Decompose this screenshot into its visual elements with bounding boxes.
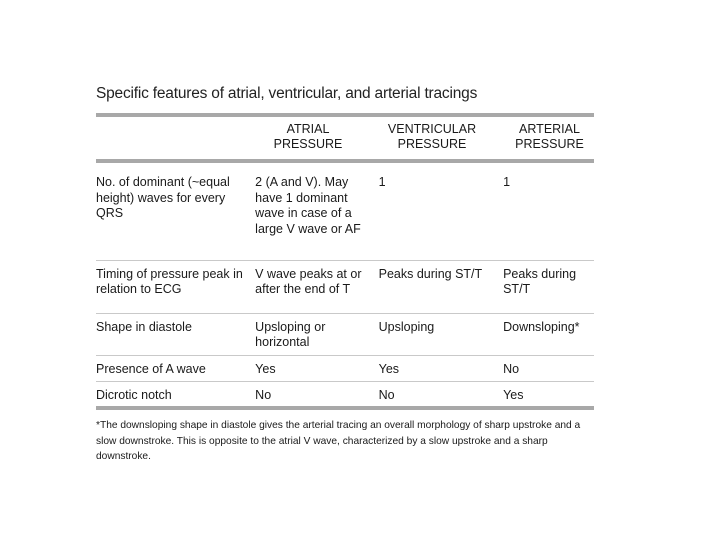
column-header-line: PRESSURE: [397, 137, 467, 151]
ventricular-cell: Upsloping: [379, 313, 503, 355]
table-row: [96, 355, 594, 382]
ventricular-cell: Peaks during ST/T: [379, 260, 503, 313]
column-header-ventricular: [378, 122, 486, 152]
column-header-atrial: [254, 122, 362, 152]
table-row: [96, 260, 594, 313]
ventricular-cell: No: [378, 388, 395, 402]
ventricular-cell: Yes: [379, 355, 503, 382]
features-table: [96, 163, 594, 411]
ventricular-cell: 1: [379, 163, 503, 260]
column-header-line: PRESSURE: [515, 137, 584, 151]
top-rule: [96, 113, 594, 117]
feature-cell: Dicrotic notch: [96, 388, 172, 402]
table-row: [96, 163, 594, 260]
atrial-cell: Upsloping or horizontal: [255, 313, 378, 355]
arterial-cell: Downsloping*: [503, 313, 594, 355]
table-row: [96, 313, 594, 355]
atrial-cell: V wave peaks at or after the end of T: [255, 260, 378, 313]
arterial-cell: Yes: [503, 388, 524, 402]
column-header-line: VENTRICULAR: [387, 122, 477, 136]
column-header-line: ATRIAL: [286, 122, 330, 136]
footnote: *The downsloping shape in diastole gives the arterial tracing an overall morphology of sharp upstroke and a slow downstroke. This is opposite to the atrial V wave, characterized by a slow upstroke and a sharp downstroke.: [96, 420, 581, 462]
atrial-cell: Yes: [255, 355, 378, 382]
atrial-cell: 2 (A and V). May have 1 dominant wave in case of a large V wave or AF: [255, 163, 378, 260]
column-header-line: ARTERIAL: [519, 122, 580, 136]
arterial-cell: No: [503, 355, 594, 382]
arterial-cell: 1: [503, 163, 594, 260]
feature-cell: Shape in diastole: [96, 313, 255, 355]
column-header-line: PRESSURE: [273, 137, 343, 151]
bottom-rule: [96, 406, 594, 410]
feature-cell: No. of dominant (~equal height) waves for every QRS: [96, 163, 255, 260]
column-header-arterial: [497, 122, 602, 152]
table-title: Specific features of atrial, ventricular, and arterial tracings: [96, 85, 478, 102]
feature-cell: Timing of pressure peak in relation to ECG: [96, 260, 255, 313]
feature-cell: Presence of A wave: [96, 355, 255, 382]
atrial-cell: No: [255, 388, 272, 402]
arterial-cell: Peaks during ST/T: [503, 260, 594, 313]
